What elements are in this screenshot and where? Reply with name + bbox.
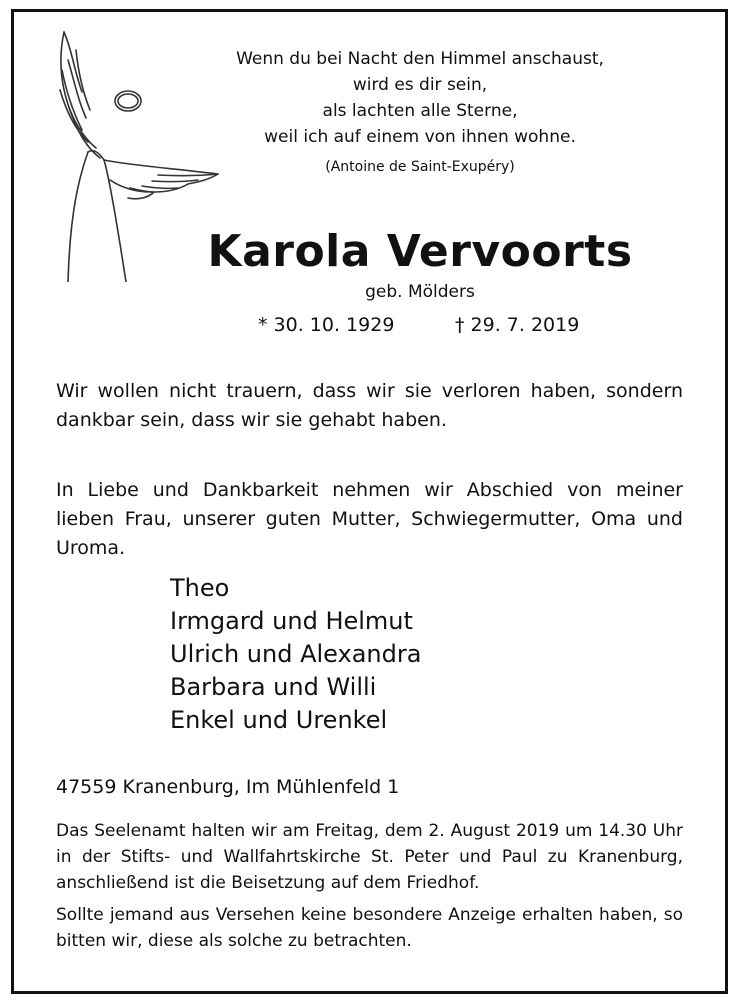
mourning-paragraph: Wir wollen nicht trauern, dass wir sie verloren haben, sondern dankbar sein, dass wir sie gehabt haben. — [56, 380, 683, 431]
family-member: Theo — [170, 574, 230, 602]
born-name: geb. Mölders — [365, 282, 475, 302]
quote-block — [200, 46, 640, 180]
quote-line: wird es dir sein, — [352, 75, 488, 95]
birth-date: * 30. 10. 1929 — [258, 314, 395, 336]
service-info: Das Seelenamt halten wir am Freitag, dem 2. August 2019 um 14.30 Uhr in der Stifts- und Wallfahrtskirche St. Peter und Paul zu Kranenburg, anschließend ist die Beisetzung auf dem Friedhof. — [56, 821, 683, 893]
death-date: † 29. 7. 2019 — [455, 314, 580, 336]
family-list — [170, 572, 421, 737]
family-member: Enkel und Urenkel — [170, 706, 388, 734]
family-member: Barbara und Willi — [170, 673, 377, 701]
family-member: Irmgard und Helmut — [170, 607, 413, 635]
deceased-name: Karola Vervoorts — [207, 226, 633, 277]
notice-text: Sollte jemand aus Versehen keine besondere Anzeige erhalten haben, so bitten wir, diese als solche zu betrachten. — [56, 905, 683, 951]
address: 47559 Kranenburg, Im Mühlenfeld 1 — [56, 776, 400, 798]
quote-author: (Antoine de Saint-Exupéry) — [325, 159, 515, 175]
quote-line: weil ich auf einem von ihnen wohne. — [264, 127, 576, 147]
farewell-paragraph: In Liebe und Dankbarkeit nehmen wir Abschied von meiner lieben Frau, unserer guten Mutter, Schwiegermutter, Oma und Uroma. — [56, 479, 683, 559]
family-member: Ulrich und Alexandra — [170, 640, 422, 668]
quote-line: Wenn du bei Nacht den Himmel anschaust, — [236, 49, 604, 69]
quote-line: als lachten alle Sterne, — [322, 101, 518, 121]
